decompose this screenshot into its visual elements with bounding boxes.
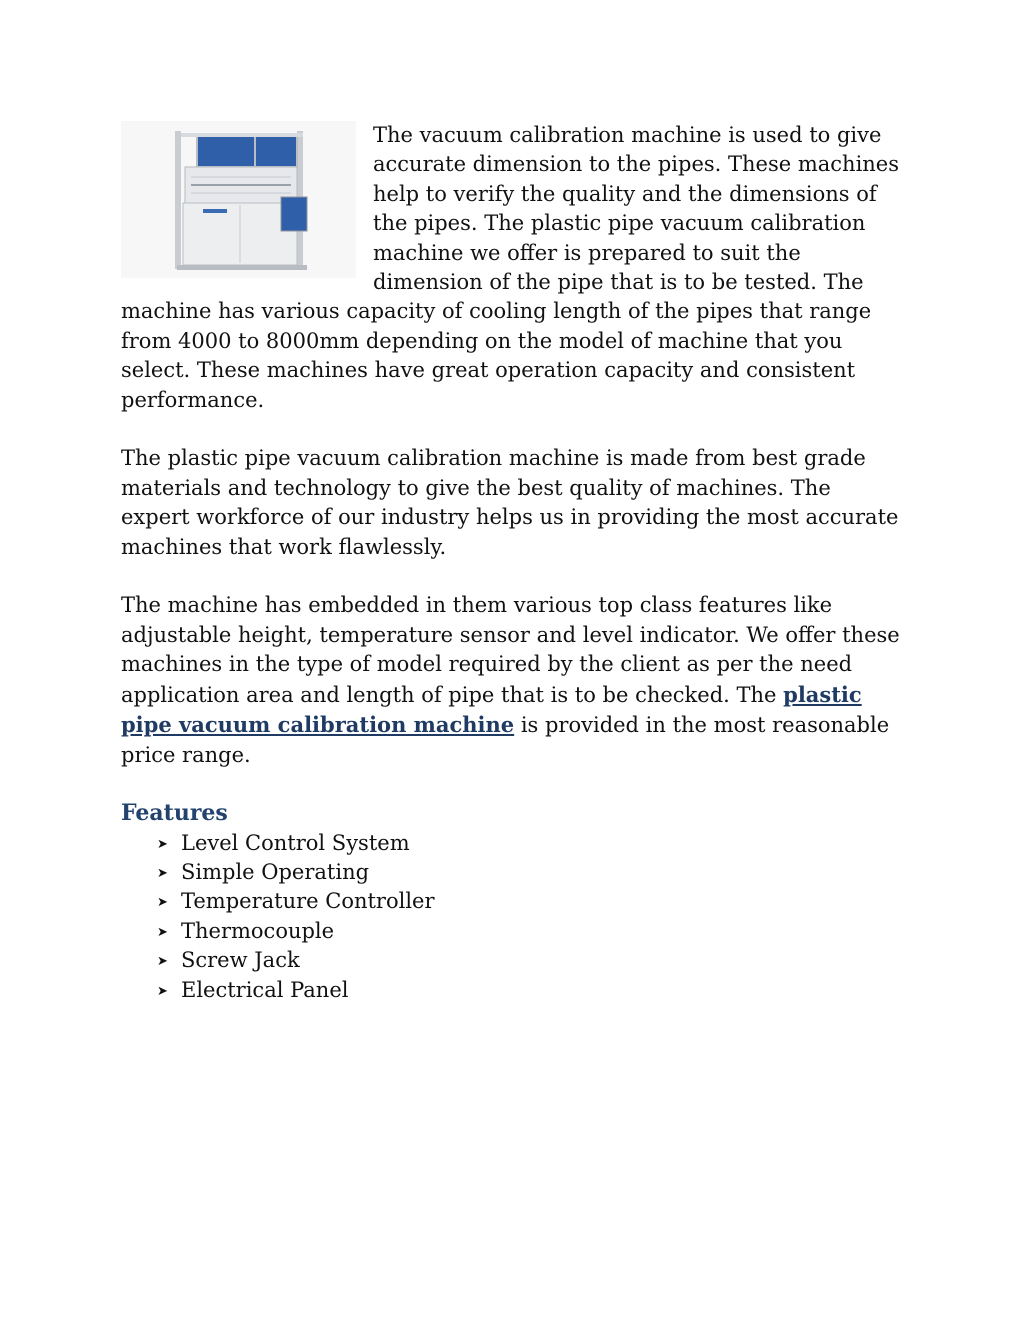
feature-label: Electrical Panel [181,977,349,1002]
vacuum-calibration-machine-illustration [121,121,356,278]
materials-paragraph: The plastic pipe vacuum calibration machine is made from best grade materials and technology to give the best quality of machines. The expert workforce of our industry helps us in providing the most accurate machines that work flawlessly. [121,446,899,559]
features-heading: Features [121,800,228,827]
feature-label: Screw Jack [181,948,300,973]
features-paragraph-text-after: is provided in the most reasonable price range. [121,713,890,767]
intro-paragraph: The vacuum calibration machine is used to give accurate dimension to the pipes. These machines help to verify the quality and the dimensions of the pipes. The plastic pipe vacuum calibration machine we offer is prepared to suit the dimension of the pipe that is to be tested. The machine has various capacity of cooling length of the pipes that range from 4000 to 8000mm depending on the model of machine that you select. These machines have great operation capacity and consistent performance. [121,123,900,412]
arrowhead-bullet-icon: ➤ [157,954,168,970]
arrowhead-bullet-icon: ➤ [157,924,168,940]
feature-label: Simple Operating [181,860,370,885]
features-paragraph-text-before: The machine has embedded in them various top class features like adjustable height, temperature sensor and level indicator. We offer these machines in the type of model required by the client as per the need application area and length of pipe that is to be checked. The [121,593,900,707]
list-item [157,887,906,916]
arrowhead-bullet-icon: ➤ [157,895,168,911]
list-item [157,829,906,858]
arrowhead-bullet-icon: ➤ [157,836,168,852]
arrowhead-bullet-icon: ➤ [157,866,168,882]
product-link[interactable]: plastic pipe vacuum calibration machine [121,681,862,738]
feature-label: Thermocouple [181,918,335,943]
feature-label: Temperature Controller [181,889,435,914]
features-list [121,829,906,1005]
list-item [157,946,906,975]
features-paragraph [121,591,906,769]
feature-label: Level Control System [181,830,410,855]
list-item [157,917,906,946]
list-item [157,858,906,887]
arrowhead-bullet-icon: ➤ [157,983,168,999]
machine-image [121,121,356,278]
document-page [121,121,906,1005]
list-item [157,976,906,1005]
